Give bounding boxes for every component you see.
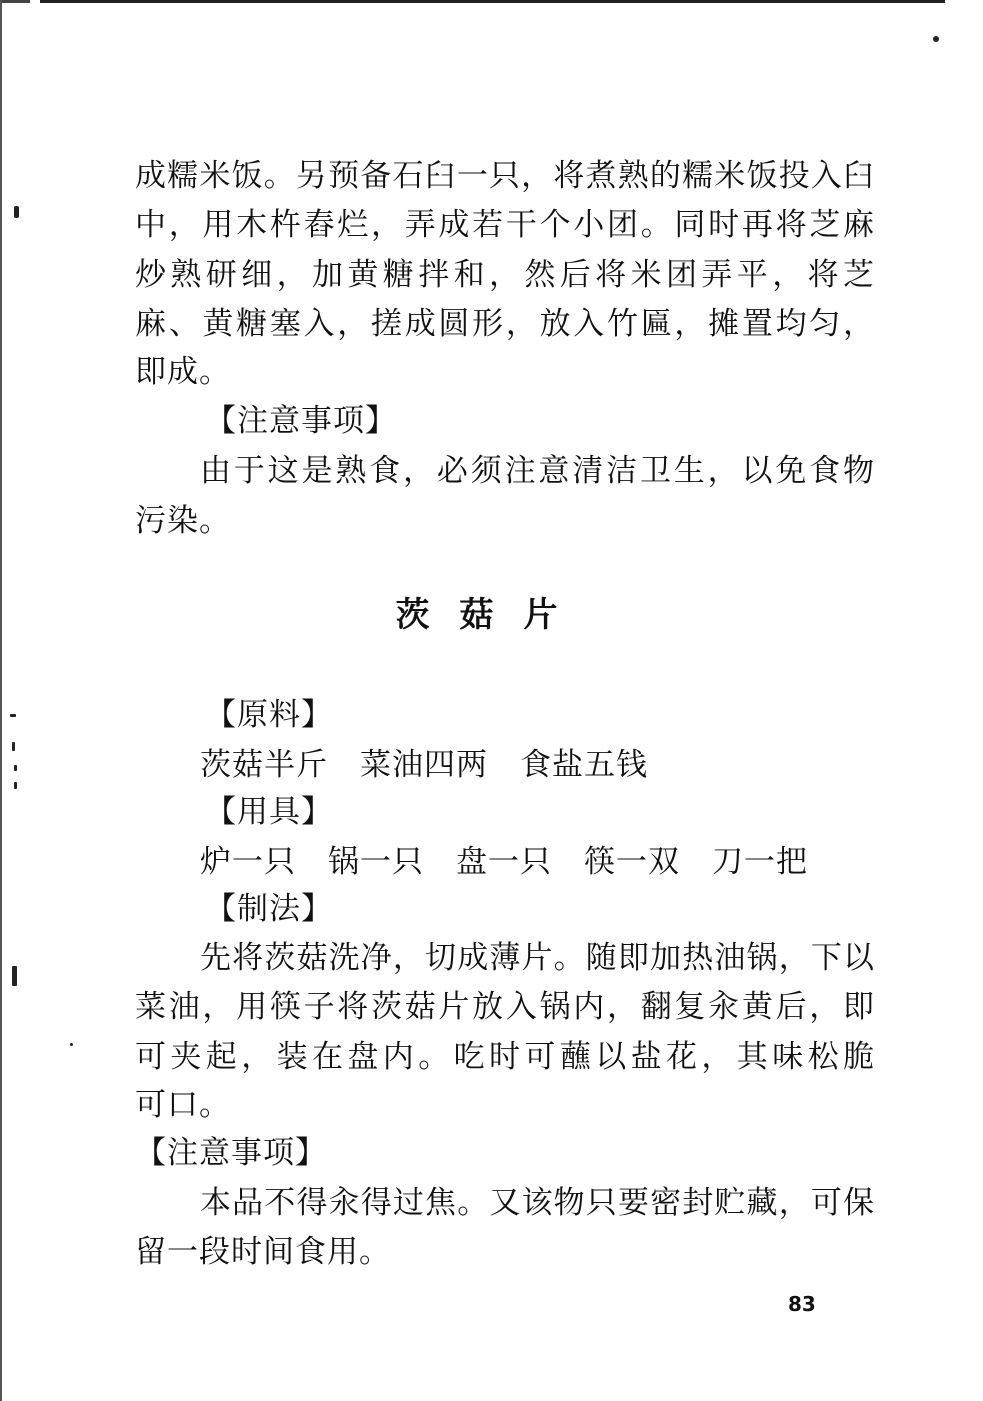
notes-label: 【注意事项】 <box>205 403 397 439</box>
scan-speck <box>933 36 939 42</box>
notes-text-line: 由于这是熟食，必须注意清洁卫生，以免食物 <box>200 453 875 489</box>
recipe-title: 茨菇片 <box>395 595 588 635</box>
method-label: 【制法】 <box>205 891 333 927</box>
ingredients-label: 【原料】 <box>205 697 333 733</box>
method-text-line: 菜油，用筷子将茨菇片放入锅内，翻复汆黄后，即 <box>135 989 875 1025</box>
page-number: 83 <box>788 1292 816 1316</box>
notes-label: 【注意事项】 <box>135 1135 327 1171</box>
method-text-line: 可夹起，装在盘内。吃时可蘸以盐花，其味松脆 <box>135 1039 875 1075</box>
body-text-line: 即成。 <box>135 354 231 390</box>
tools-label: 【用具】 <box>205 794 333 830</box>
ingredients-list: 茨菇半斤 菜油四两 食盐五钱 <box>200 747 648 783</box>
tools-list: 炉一只 锅一只 盘一只 筷一双 刀一把 <box>200 844 808 880</box>
notes-text-line: 污染。 <box>135 503 231 539</box>
body-text-line: 炒熟研细，加黄糖拌和，然后将米团弄平，将芝 <box>135 257 875 293</box>
scan-speck <box>12 966 17 986</box>
body-text-line: 麻、黄糖塞入，搓成圆形，放入竹匾，摊置均匀， <box>135 306 875 342</box>
scan-speck <box>70 1043 73 1046</box>
method-text-line: 先将茨菇洗净，切成薄片。随即加热油锅，下以 <box>200 940 875 976</box>
notes-text-line: 本品不得汆得过焦。又该物只要密封贮藏，可保 <box>200 1185 875 1221</box>
page-left-edge <box>0 0 2 1401</box>
body-text-line: 中，用木杵舂烂，弄成若干个小团。同时再将芝麻 <box>135 207 875 243</box>
top-rule <box>40 0 945 3</box>
scan-speck <box>14 782 17 789</box>
scan-speck <box>14 765 17 771</box>
top-rule-fragment <box>0 0 30 3</box>
body-text-line: 成糯米饭。另预备石臼一只，将煮熟的糯米饭投入臼 <box>135 158 875 194</box>
scan-speck <box>12 742 15 751</box>
scan-speck <box>10 714 16 717</box>
scan-speck <box>14 206 19 218</box>
notes-text-line: 留一段时间食用。 <box>135 1234 391 1270</box>
method-text-line: 可口。 <box>135 1087 231 1123</box>
